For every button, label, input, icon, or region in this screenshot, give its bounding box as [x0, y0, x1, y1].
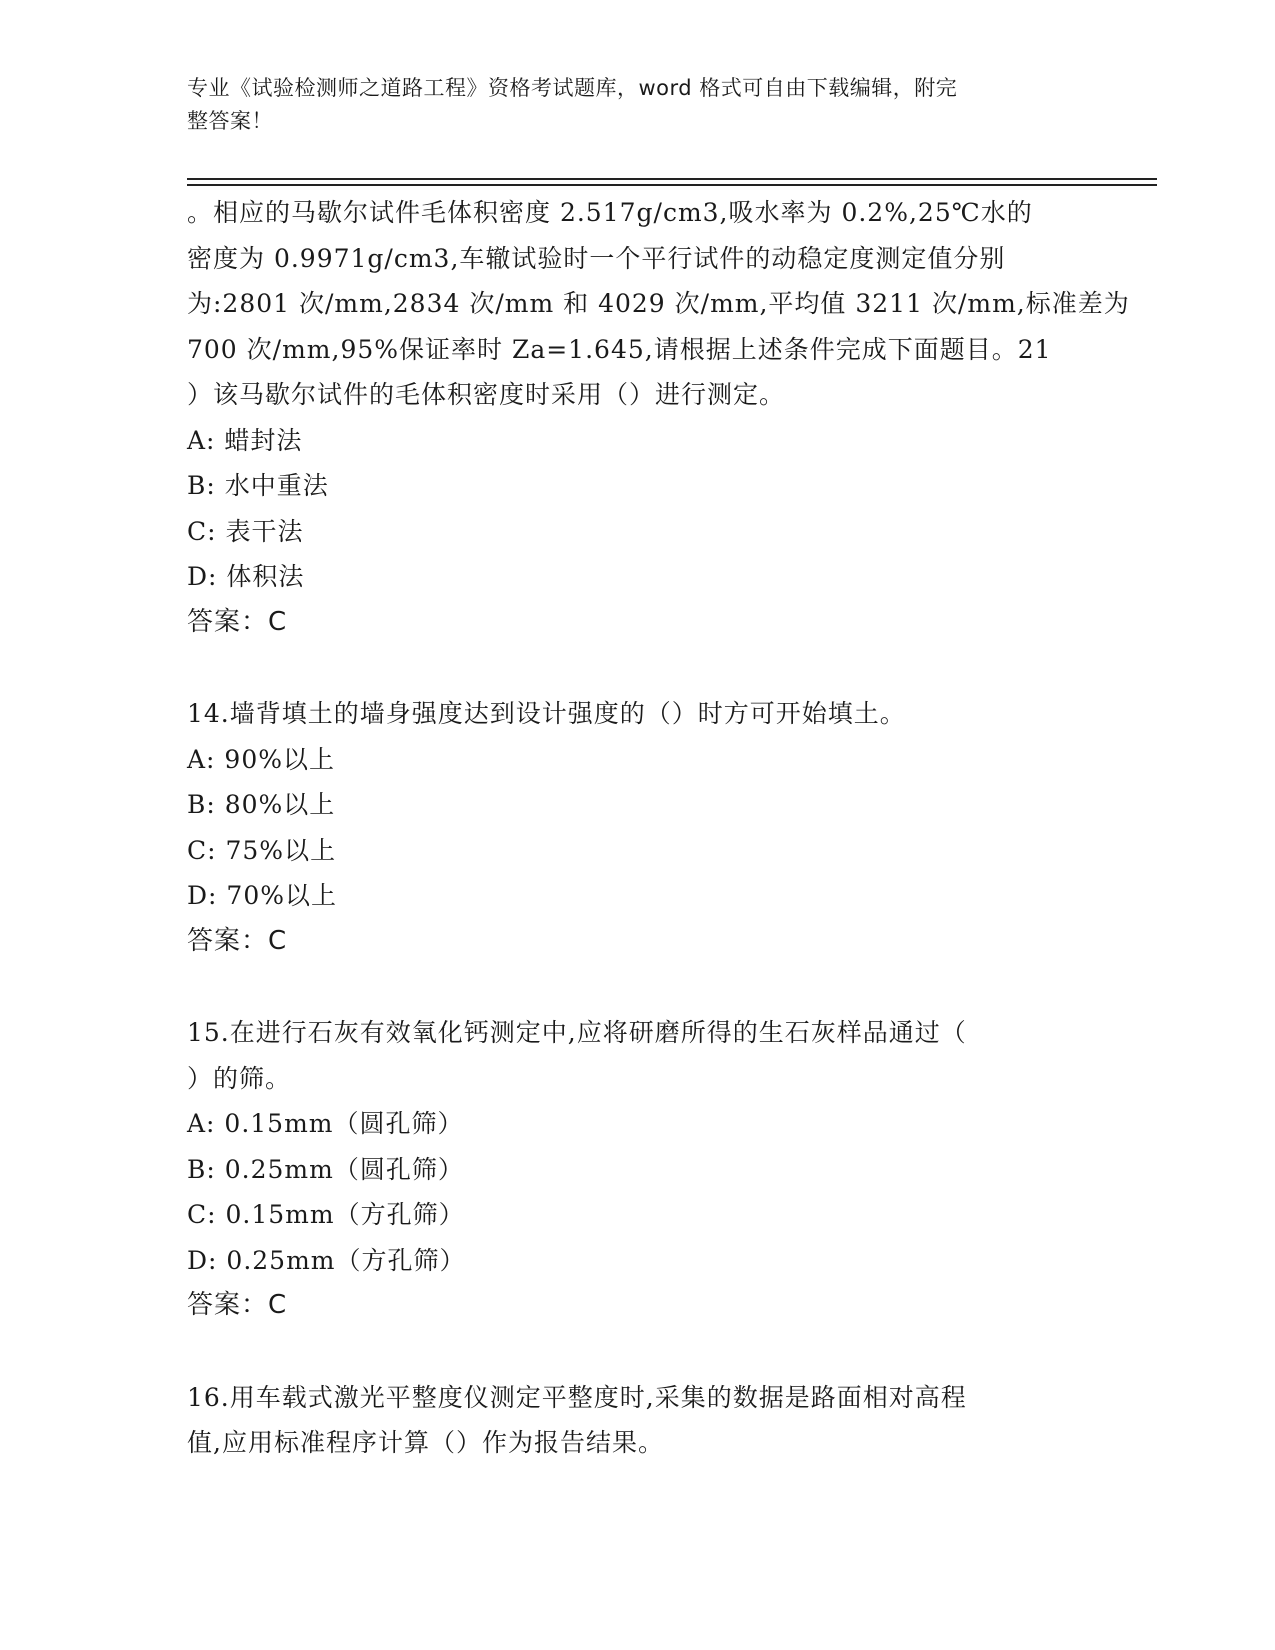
question-15-stem-line-1: 15.在进行石灰有效氧化钙测定中,应将研磨所得的生石灰样品通过（ — [187, 1018, 967, 1047]
question-13-stem-line-3: 为:2801 次/mm,2834 次/mm 和 4029 次/mm,平均值 3211 次/mm,标准差为 — [187, 289, 1130, 318]
question-13-option-d: D: 体积法 — [187, 562, 305, 591]
question-14-option-d: D: 70%以上 — [187, 881, 337, 910]
header-line-2: 整答案！ — [187, 109, 273, 133]
question-13-option-a: A: 蜡封法 — [187, 425, 303, 455]
question-15-option-a: A: 0.15mm（圆孔筛） — [187, 1109, 464, 1138]
header-divider-bottom — [187, 184, 1157, 186]
question-15-option-b: B: 0.25mm（圆孔筛） — [187, 1154, 464, 1184]
question-13-stem-line-1: 。相应的马歇尔试件毛体积密度 2.517g/cm3,吸水率为 0.2%,25℃水的 — [187, 198, 1033, 227]
question-13-stem-line-5: ）该马歇尔试件的毛体积密度时采用（）进行测定。 — [187, 380, 786, 409]
question-16 — [187, 1375, 1087, 1466]
question-13-stem-line-4: 700 次/mm,95%保证率时 Za=1.645,请根据上述条件完成下面题目。21 — [187, 334, 1052, 364]
question-content — [187, 190, 1130, 1466]
question-16-stem-line-1: 16.用车载式激光平整度仪测定平整度时,采集的数据是路面相对高程 — [187, 1382, 967, 1412]
question-15-option-c: C: 0.15mm（方孔筛） — [187, 1200, 465, 1229]
question-15-stem-line-2: ）的筛。 — [187, 1063, 292, 1093]
question-14-option-b: B: 80%以上 — [187, 790, 336, 819]
question-14 — [187, 691, 1087, 964]
header-line-1: 专业《试验检测师之道路工程》资格考试题库，word 格式可自由下载编辑，附完 — [187, 76, 958, 100]
document-header — [187, 72, 1067, 138]
header-divider-top — [187, 178, 1157, 180]
question-15-answer: 答案：C — [187, 1290, 288, 1320]
question-15 — [187, 1010, 1087, 1329]
question-15-option-d: D: 0.25mm（方孔筛） — [187, 1245, 466, 1275]
question-14-answer: 答案：C — [187, 925, 288, 956]
question-16-stem-line-2: 值,应用标准程序计算（）作为报告结果。 — [187, 1428, 664, 1457]
question-13-option-c: C: 表干法 — [187, 516, 304, 546]
question-14-option-c: C: 75%以上 — [187, 835, 337, 865]
question-13 — [187, 190, 1130, 645]
question-14-stem-line-1: 14.墙背填土的墙身强度达到设计强度的（）时方可开始填土。 — [187, 699, 906, 728]
question-13-stem-line-2: 密度为 0.9971g/cm3,车辙试验时一个平行试件的动稳定度测定值分别 — [187, 243, 1006, 273]
question-13-option-b: B: 水中重法 — [187, 471, 329, 500]
question-14-option-a: A: 90%以上 — [187, 744, 335, 774]
question-13-answer: 答案：C — [187, 606, 288, 637]
